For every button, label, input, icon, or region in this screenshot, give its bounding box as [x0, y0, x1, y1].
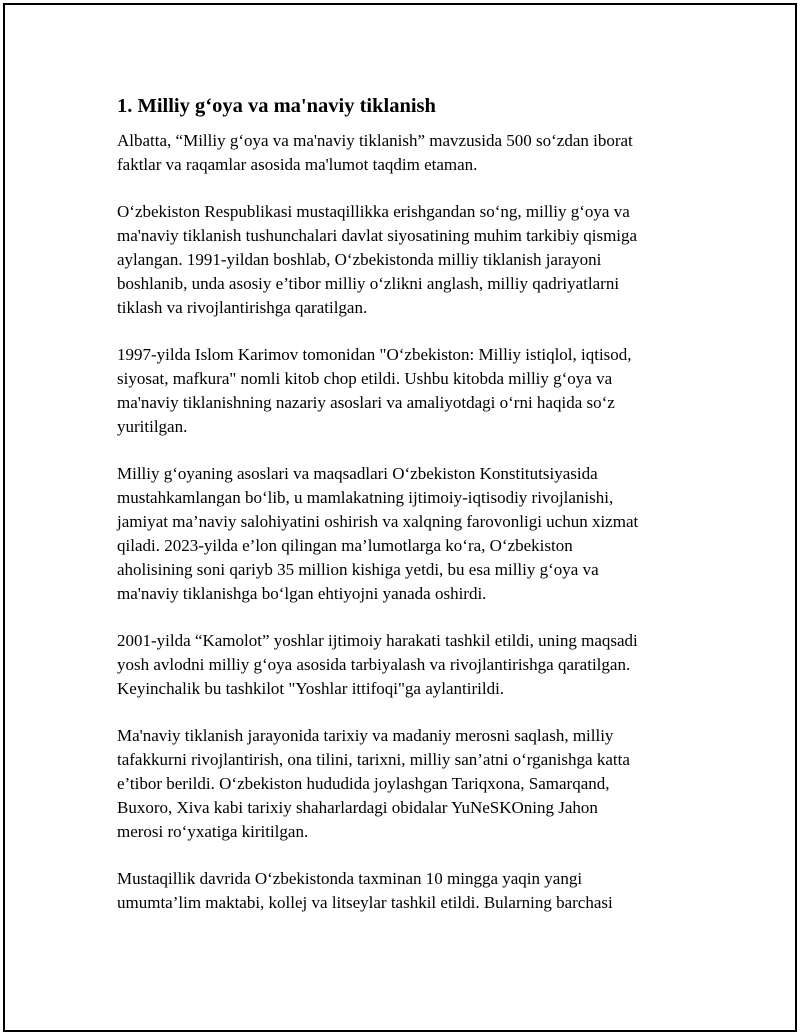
text-line: 2001-yilda “Kamolot” yoshlar ijtimoiy harakati tashkil etildi, uning maqsadi: [117, 631, 638, 650]
text-line: mustahkamlangan bo‘lib, u mamlakatning ijtimoiy-iqtisodiy rivojlanishi,: [117, 488, 614, 507]
text-line: aylangan. 1991-yildan boshlab, O‘zbekistonda milliy tiklanish jarayoni: [117, 250, 602, 269]
text-line: umumta’lim maktabi, kollej va litseylar tashkil etildi. Bularning barchasi: [117, 893, 613, 912]
paragraph: [117, 724, 707, 844]
text-line: aholisining soni qariyb 35 million kishiga yetdi, bu esa milliy g‘oya va: [117, 560, 599, 579]
text-line: Milliy g‘oyaning asoslari va maqsadlari O‘zbekiston Konstitutsiyasida: [117, 464, 598, 483]
text-line: ma'naviy tiklanishning nazariy asoslari va amaliyotdagi o‘rni haqida so‘z: [117, 393, 615, 412]
text-line: tafakkurni rivojlantirish, ona tilini, tarixni, milliy san’atni o‘rganishga katta: [117, 750, 630, 769]
text-line: Buxoro, Xiva kabi tarixiy shaharlardagi obidalar YuNeSKOning Jahon: [117, 798, 598, 817]
text-line: Mustaqillik davrida O‘zbekistonda taxminan 10 mingga yaqin yangi: [117, 869, 583, 888]
text-line: merosi ro‘yxatiga kiritilgan.: [117, 822, 309, 841]
text-line: Ma'naviy tiklanish jarayonida tarixiy va madaniy merosni saqlash, milliy: [117, 726, 614, 745]
document-body: [117, 93, 707, 938]
paragraph: [117, 867, 707, 915]
paragraph: [117, 629, 707, 701]
paragraph: [117, 200, 707, 320]
text-line: boshlanib, unda asosiy e’tibor milliy o‘zlikni anglash, milliy qadriyatlarni: [117, 274, 620, 293]
text-line: ma'naviy tiklanish tushunchalari davlat siyosatining muhim tarkibiy qismiga: [117, 226, 638, 245]
text-line: faktlar va raqamlar asosida ma'lumot taqdim etaman.: [117, 155, 478, 174]
text-line: yosh avlodni milliy g‘oya asosida tarbiyalash va rivojlantirishga qaratilgan.: [117, 655, 631, 674]
text-line: e’tibor berildi. O‘zbekiston hududida joylashgan Tariqxona, Samarqand,: [117, 774, 610, 793]
text-line: tiklash va rivojlantirishga qaratilgan.: [117, 298, 368, 317]
text-line: ma'naviy tiklanishga bo‘lgan ehtiyojni yanada oshirdi.: [117, 584, 487, 603]
paragraph-list: [117, 129, 707, 915]
text-line: Keyinchalik bu tashkilot "Yoshlar ittifoqi"ga aylantirildi.: [117, 679, 505, 698]
text-line: O‘zbekiston Respublikasi mustaqillikka erishgandan so‘ng, milliy g‘oya va: [117, 202, 630, 221]
paragraph: [117, 462, 707, 606]
text-line: siyosat, mafkura" nomli kitob chop etildi. Ushbu kitobda milliy g‘oya va: [117, 369, 613, 388]
paragraph: [117, 129, 707, 177]
paragraph: [117, 343, 707, 439]
text-line: jamiyat ma’naviy salohiyatini oshirish va xalqning farovonligi uchun xizmat: [117, 512, 639, 531]
text-line: Albatta, “Milliy g‘oya va ma'naviy tiklanish” mavzusida 500 so‘zdan iborat: [117, 131, 633, 150]
text-line: qiladi. 2023-yilda e’lon qilingan ma’lumotlarga ko‘ra, O‘zbekiston: [117, 536, 573, 555]
section-heading: 1. Milliy g‘oya va ma'naviy tiklanish: [117, 95, 436, 117]
text-line: 1997-yilda Islom Karimov tomonidan "O‘zbekiston: Milliy istiqlol, iqtisod,: [117, 345, 632, 364]
text-line: yuritilgan.: [117, 417, 188, 436]
